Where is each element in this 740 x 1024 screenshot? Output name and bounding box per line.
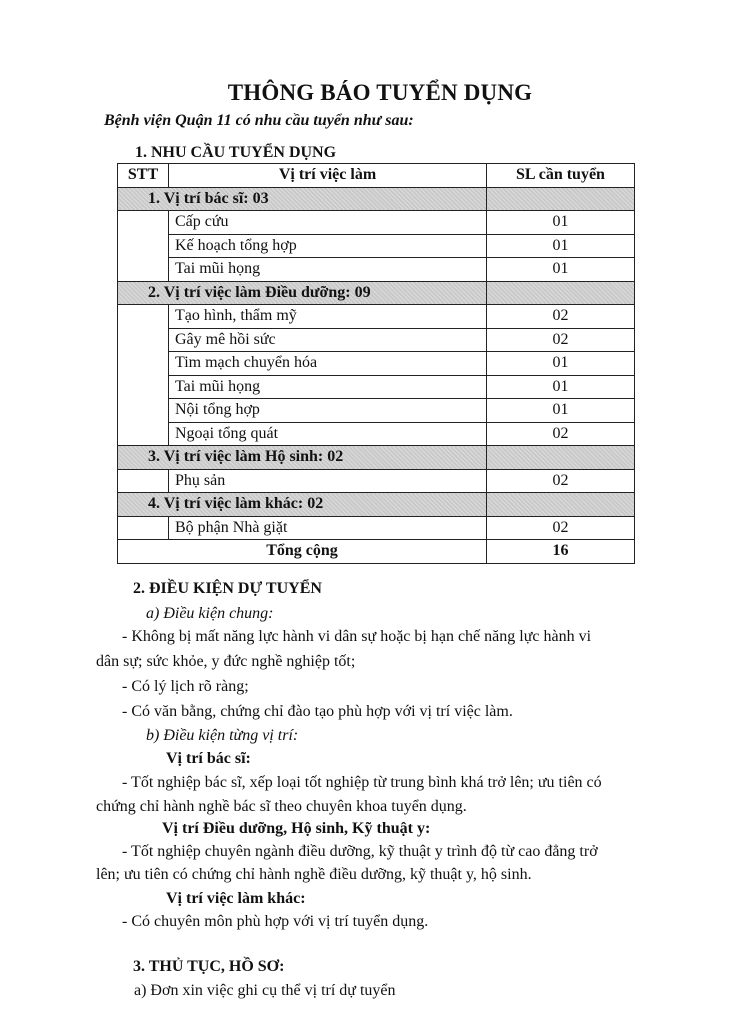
- table-row: [118, 469, 635, 493]
- header-stt: STT: [118, 164, 169, 188]
- total-label: Tổng cộng: [118, 540, 487, 564]
- table-row: [118, 328, 635, 352]
- table-row: [118, 516, 635, 540]
- group-label: 4. Vị trí việc làm khác: 02: [118, 493, 487, 517]
- quantity-cell: 01: [487, 211, 635, 235]
- condition-a-item: - Không bị mất năng lực hành vi dân sự hoặc bị hạn chế năng lực hành vi: [122, 628, 592, 645]
- total-value: 16: [487, 540, 635, 564]
- condition-a-item: - Có lý lịch rõ ràng;: [122, 678, 249, 695]
- nurse-line: - Tốt nghiệp chuyên ngành điều dưỡng, kỹ thuật y trình độ từ cao đẳng trở: [122, 843, 598, 860]
- doctor-line: chứng chỉ hành nghề bác sĩ theo chuyên khoa tuyển dụng.: [96, 798, 467, 815]
- stt-cell: [118, 211, 169, 282]
- doctor-heading: Vị trí bác sĩ:: [166, 750, 251, 767]
- table-header-row: [118, 164, 635, 188]
- position-cell: Ngoại tổng quát: [169, 422, 487, 446]
- position-cell: Tim mạch chuyển hóa: [169, 352, 487, 376]
- quantity-cell: 02: [487, 422, 635, 446]
- quantity-cell: 02: [487, 305, 635, 329]
- stt-cell: [118, 469, 169, 493]
- table-row: [118, 234, 635, 258]
- group-qty-cell: [487, 281, 635, 305]
- table-group-row: [118, 493, 635, 517]
- other-heading: Vị trí việc làm khác:: [166, 890, 306, 907]
- nurse-heading: Vị trí Điều dưỡng, Hộ sinh, Kỹ thuật y:: [162, 820, 431, 837]
- quantity-cell: 01: [487, 375, 635, 399]
- other-line: - Có chuyên môn phù hợp với vị trí tuyển dụng.: [122, 913, 429, 930]
- condition-b-label: b) Điều kiện từng vị trí:: [146, 727, 299, 744]
- position-cell: Tạo hình, thẩm mỹ: [169, 305, 487, 329]
- condition-a-item: dân sự; sức khỏe, y đức nghề nghiệp tốt;: [96, 653, 356, 670]
- procedure-item: a) Đơn xin việc ghi cụ thể vị trí dự tuyển: [134, 982, 396, 999]
- group-qty-cell: [487, 446, 635, 470]
- document-title: THÔNG BÁO TUYỂN DỤNG: [227, 80, 533, 105]
- recruitment-table: [117, 163, 635, 564]
- stt-cell: [118, 516, 169, 540]
- table-total-row: [118, 540, 635, 564]
- table-group-row: [118, 281, 635, 305]
- table-row: [118, 399, 635, 423]
- header-quantity: SL cần tuyển: [487, 164, 635, 188]
- table-row: [118, 305, 635, 329]
- position-cell: Bộ phận Nhà giặt: [169, 516, 487, 540]
- table-row: [118, 422, 635, 446]
- doctor-line: - Tốt nghiệp bác sĩ, xếp loại tốt nghiệp từ trung bình khá trở lên; ưu tiên có: [122, 774, 602, 791]
- position-cell: Cấp cứu: [169, 211, 487, 235]
- quantity-cell: 01: [487, 352, 635, 376]
- group-qty-cell: [487, 493, 635, 517]
- group-qty-cell: [487, 187, 635, 211]
- group-label: 2. Vị trí việc làm Điều dưỡng: 09: [118, 281, 487, 305]
- table-row: [118, 258, 635, 282]
- quantity-cell: 01: [487, 399, 635, 423]
- position-cell: Nội tổng hợp: [169, 399, 487, 423]
- table-row: [118, 211, 635, 235]
- section-1-heading: 1. NHU CẦU TUYỂN DỤNG: [135, 144, 337, 161]
- position-cell: Gây mê hồi sức: [169, 328, 487, 352]
- condition-a-label: a) Điều kiện chung:: [146, 605, 274, 622]
- position-cell: Phụ sản: [169, 469, 487, 493]
- position-cell: Tai mũi họng: [169, 375, 487, 399]
- position-cell: Kế hoạch tổng hợp: [169, 234, 487, 258]
- group-label: 1. Vị trí bác sĩ: 03: [118, 187, 487, 211]
- table-row: [118, 375, 635, 399]
- quantity-cell: 02: [487, 516, 635, 540]
- condition-a-item: - Có văn bằng, chứng chỉ đào tạo phù hợp với vị trí việc làm.: [122, 703, 513, 720]
- header-position: Vị trí việc làm: [169, 164, 487, 188]
- quantity-cell: 02: [487, 469, 635, 493]
- table-group-row: [118, 446, 635, 470]
- table-row: [118, 352, 635, 376]
- section-3-heading: 3. THỦ TỤC, HỒ SƠ:: [133, 958, 285, 975]
- quantity-cell: 01: [487, 234, 635, 258]
- table-group-row: [118, 187, 635, 211]
- quantity-cell: 01: [487, 258, 635, 282]
- nurse-line: lên; ưu tiên có chứng chỉ hành nghề điều dưỡng, kỹ thuật y, hộ sinh.: [96, 866, 532, 883]
- quantity-cell: 02: [487, 328, 635, 352]
- document-subtitle: Bệnh viện Quận 11 có nhu cầu tuyển như sau:: [104, 112, 414, 129]
- section-2-heading: 2. ĐIỀU KIỆN DỰ TUYỂN: [133, 580, 322, 597]
- group-label: 3. Vị trí việc làm Hộ sinh: 02: [118, 446, 487, 470]
- position-cell: Tai mũi họng: [169, 258, 487, 282]
- stt-cell: [118, 305, 169, 446]
